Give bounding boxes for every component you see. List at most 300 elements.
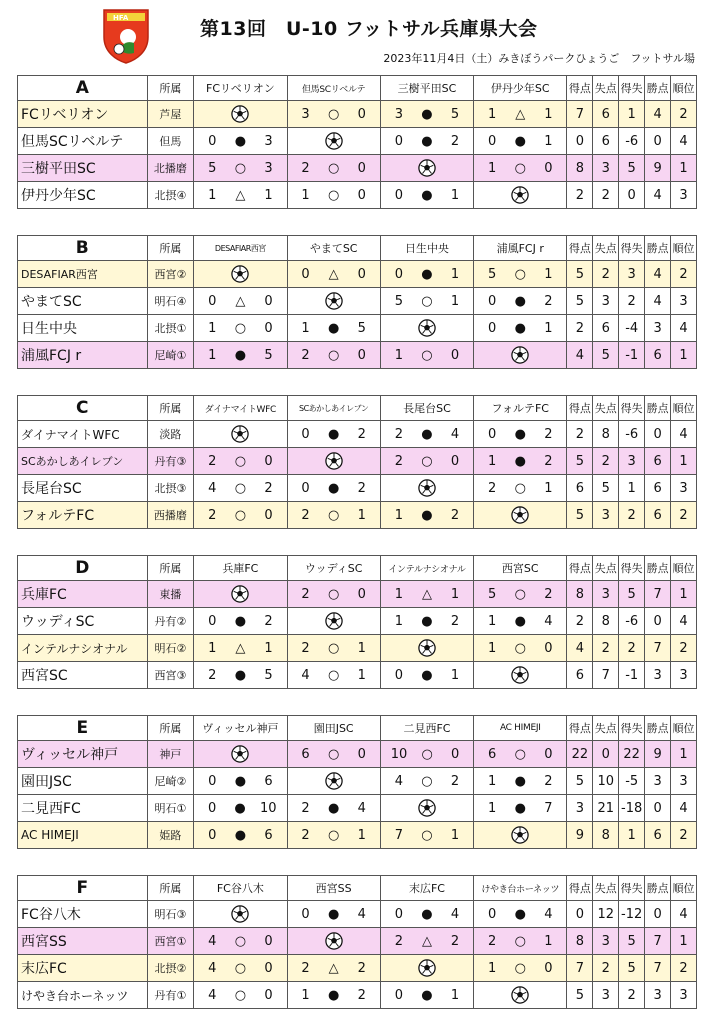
team-name: やまてSC <box>18 288 148 315</box>
match-score <box>474 454 566 469</box>
team-area: 姫路 <box>147 822 194 849</box>
team-points: 4 <box>645 261 671 288</box>
team-points-for: 7 <box>567 101 593 128</box>
team-points-against: 2 <box>593 261 619 288</box>
team-rank: 2 <box>671 955 697 982</box>
page-header <box>0 0 709 72</box>
team-area: 芦屋 <box>147 101 194 128</box>
match-score <box>288 641 380 656</box>
match-result-cell <box>287 955 380 982</box>
team-row <box>18 315 697 342</box>
match-result-cell <box>287 635 380 662</box>
goals-for: 6 <box>488 746 497 762</box>
match-result-cell <box>194 182 287 209</box>
team-area: 明石① <box>147 795 194 822</box>
team-points-against: 21 <box>593 795 619 822</box>
goals-against: 1 <box>450 667 460 683</box>
team-points-against: 3 <box>593 502 619 529</box>
match-score <box>288 907 380 922</box>
match-score <box>474 134 566 149</box>
match-score <box>474 747 566 762</box>
match-result-cell <box>380 261 473 288</box>
match-result-cell <box>287 261 380 288</box>
match-result-cell <box>474 608 567 635</box>
result-mark: ● <box>514 613 526 629</box>
match-score <box>474 641 566 656</box>
team-name: インテルナシオナル <box>18 635 148 662</box>
opponent-column-header: インテルナシオナル <box>380 556 473 581</box>
team-rank: 2 <box>671 822 697 849</box>
team-area: 西播磨 <box>147 502 194 529</box>
stat-header-points: 勝点 <box>645 716 671 741</box>
goals-for: 0 <box>488 133 497 149</box>
team-points-against: 2 <box>593 448 619 475</box>
self-match-cell <box>194 101 287 128</box>
result-mark: ○ <box>421 746 433 762</box>
result-mark: ● <box>327 800 340 816</box>
result-mark: ● <box>327 906 340 922</box>
match-score <box>194 161 286 176</box>
team-points-for: 0 <box>567 128 593 155</box>
team-goal-diff: 2 <box>619 635 645 662</box>
team-points-for: 5 <box>567 768 593 795</box>
goals-against: 5 <box>264 347 273 363</box>
team-goal-diff: -6 <box>619 128 645 155</box>
team-row <box>18 928 697 955</box>
team-rank: 1 <box>671 741 697 768</box>
soccer-ball-icon <box>231 105 249 123</box>
goals-for: 0 <box>394 906 403 922</box>
stat-header-points-against: 失点 <box>593 236 619 261</box>
goals-for: 2 <box>301 507 310 523</box>
soccer-ball-icon <box>325 772 343 790</box>
team-row <box>18 768 697 795</box>
match-score <box>288 508 380 523</box>
group-letter: B <box>18 236 148 261</box>
match-score <box>474 907 566 922</box>
match-result-cell <box>474 795 567 822</box>
team-row <box>18 581 697 608</box>
goals-for: 0 <box>394 987 403 1003</box>
match-score <box>381 668 473 683</box>
goals-for: 0 <box>394 187 403 203</box>
match-result-cell <box>287 475 380 502</box>
team-name: 兵庫FC <box>18 581 148 608</box>
team-points-against: 10 <box>593 768 619 795</box>
team-rank: 4 <box>671 901 697 928</box>
result-mark: ○ <box>421 347 433 363</box>
goals-against: 1 <box>544 480 553 496</box>
match-score <box>194 321 286 336</box>
result-mark: ● <box>421 906 433 922</box>
team-rank: 3 <box>671 662 697 689</box>
goals-against: 4 <box>450 426 460 442</box>
soccer-ball-icon <box>231 745 249 763</box>
stat-header-goal-diff: 得失 <box>619 76 645 101</box>
match-result-cell <box>194 982 287 1009</box>
match-score <box>194 188 286 203</box>
group-letter: C <box>18 396 148 421</box>
team-name: 二見西FC <box>18 795 148 822</box>
soccer-ball-icon <box>325 132 343 150</box>
goals-against: 10 <box>259 800 277 816</box>
opponent-column-header: フォルテFC <box>474 396 567 421</box>
soccer-ball-icon <box>418 639 436 657</box>
team-goal-diff: -1 <box>619 342 645 369</box>
goals-against: 0 <box>544 160 553 176</box>
result-mark: ● <box>421 106 433 122</box>
team-area: 明石④ <box>147 288 194 315</box>
match-result-cell <box>380 502 473 529</box>
self-match-cell <box>380 155 473 182</box>
match-score <box>194 481 286 496</box>
match-result-cell <box>474 448 567 475</box>
match-score <box>381 907 473 922</box>
team-points-for: 8 <box>567 155 593 182</box>
goals-for: 1 <box>488 640 497 656</box>
team-points: 4 <box>645 101 671 128</box>
self-match-cell <box>474 342 567 369</box>
team-points-for: 2 <box>567 421 593 448</box>
team-area: 淡路 <box>147 421 194 448</box>
opponent-column-header: ヴィッセル神戸 <box>194 716 287 741</box>
self-match-cell <box>380 315 473 342</box>
goals-against: 2 <box>357 480 366 496</box>
group-table-f <box>17 875 697 1009</box>
team-area: 丹有② <box>147 608 194 635</box>
result-mark: ○ <box>327 827 340 843</box>
group-header-row <box>18 876 697 901</box>
team-rank: 4 <box>671 128 697 155</box>
goals-for: 1 <box>208 187 217 203</box>
result-mark: ● <box>514 453 526 469</box>
team-points-for: 2 <box>567 315 593 342</box>
match-result-cell <box>194 502 287 529</box>
team-name: DESAFIAR西宮 <box>18 261 148 288</box>
match-score <box>194 508 286 523</box>
team-name: フォルテFC <box>18 502 148 529</box>
result-mark: ● <box>514 906 526 922</box>
result-mark: ● <box>514 133 526 149</box>
goals-against: 1 <box>357 640 366 656</box>
team-goal-diff: 5 <box>619 581 645 608</box>
goals-for: 2 <box>394 426 403 442</box>
match-result-cell <box>380 288 473 315</box>
team-points: 6 <box>645 502 671 529</box>
goals-for: 2 <box>208 453 217 469</box>
goals-against: 4 <box>544 613 553 629</box>
team-rank: 3 <box>671 288 697 315</box>
result-mark: ● <box>421 426 433 442</box>
soccer-ball-icon <box>325 612 343 630</box>
goals-against: 5 <box>264 667 273 683</box>
result-mark: ● <box>514 773 526 789</box>
team-points-for: 4 <box>567 342 593 369</box>
goals-against: 0 <box>264 293 273 309</box>
match-score <box>381 934 473 949</box>
team-points: 3 <box>645 315 671 342</box>
opponent-column-header: 伊丹少年SC <box>474 76 567 101</box>
team-row <box>18 822 697 849</box>
team-rank: 2 <box>671 261 697 288</box>
match-score <box>381 828 473 843</box>
goals-for: 0 <box>208 773 217 789</box>
team-area: 尼崎① <box>147 342 194 369</box>
team-goal-diff: 2 <box>619 502 645 529</box>
team-points-for: 3 <box>567 795 593 822</box>
team-goal-diff: -6 <box>619 608 645 635</box>
result-mark: △ <box>328 266 339 282</box>
soccer-ball-icon <box>418 959 436 977</box>
team-rank: 1 <box>671 155 697 182</box>
match-score <box>194 641 286 656</box>
match-score <box>288 427 380 442</box>
goals-for: 4 <box>394 773 403 789</box>
goals-against: 2 <box>544 293 553 309</box>
result-mark: ○ <box>514 933 526 949</box>
team-points: 4 <box>645 288 671 315</box>
result-mark: ● <box>421 187 433 203</box>
team-area: 北摂③ <box>147 475 194 502</box>
team-name: SCあかしあイレブン <box>18 448 148 475</box>
result-mark: ● <box>514 320 526 336</box>
result-mark: ○ <box>421 453 433 469</box>
goals-for: 2 <box>301 160 310 176</box>
self-match-cell <box>194 421 287 448</box>
stat-header-points-for: 得点 <box>567 396 593 421</box>
team-rank: 4 <box>671 421 697 448</box>
team-goal-diff: 3 <box>619 448 645 475</box>
match-score <box>288 587 380 602</box>
result-mark: ○ <box>514 160 526 176</box>
team-row <box>18 475 697 502</box>
match-result-cell <box>287 795 380 822</box>
opponent-column-header: 二見西FC <box>380 716 473 741</box>
goals-for: 4 <box>208 480 217 496</box>
goals-for: 1 <box>488 160 497 176</box>
team-row <box>18 342 697 369</box>
soccer-ball-icon <box>418 159 436 177</box>
team-points-for: 2 <box>567 182 593 209</box>
team-points-for: 8 <box>567 581 593 608</box>
goals-against: 7 <box>544 800 553 816</box>
opponent-column-header: SCあかしあイレブン <box>287 396 380 421</box>
match-result-cell <box>474 635 567 662</box>
result-mark: ○ <box>327 640 340 656</box>
goals-for: 3 <box>301 106 310 122</box>
match-result-cell <box>474 421 567 448</box>
team-points: 9 <box>645 741 671 768</box>
result-mark: ○ <box>234 320 247 336</box>
result-mark: ● <box>514 293 526 309</box>
match-result-cell <box>287 901 380 928</box>
stat-header-points-against: 失点 <box>593 716 619 741</box>
match-score <box>381 134 473 149</box>
match-result-cell <box>287 342 380 369</box>
goals-against: 2 <box>544 586 553 602</box>
result-mark: △ <box>235 293 246 309</box>
match-result-cell <box>380 901 473 928</box>
team-goal-diff: -5 <box>619 768 645 795</box>
team-points: 0 <box>645 608 671 635</box>
stat-header-points: 勝点 <box>645 396 671 421</box>
team-area: 尼崎② <box>147 768 194 795</box>
group-header-row <box>18 396 697 421</box>
goals-for: 5 <box>208 160 217 176</box>
team-area: 西宮② <box>147 261 194 288</box>
result-mark: ○ <box>514 746 526 762</box>
match-result-cell <box>380 608 473 635</box>
goals-against: 2 <box>450 613 460 629</box>
opponent-column-header: 浦風FCJ r <box>474 236 567 261</box>
area-column-header: 所属 <box>147 76 194 101</box>
team-goal-diff: 3 <box>619 261 645 288</box>
team-points-against: 0 <box>593 741 619 768</box>
goals-against: 1 <box>264 640 273 656</box>
team-points-against: 6 <box>593 315 619 342</box>
match-score <box>474 934 566 949</box>
team-goal-diff: 1 <box>619 101 645 128</box>
match-score <box>288 961 380 976</box>
area-column-header: 所属 <box>147 556 194 581</box>
match-score <box>194 828 286 843</box>
team-points-for: 6 <box>567 475 593 502</box>
match-result-cell <box>287 502 380 529</box>
match-score <box>381 614 473 629</box>
opponent-column-header: ウッディSC <box>287 556 380 581</box>
team-goal-diff: 5 <box>619 155 645 182</box>
self-match-cell <box>287 128 380 155</box>
team-row <box>18 421 697 448</box>
match-result-cell <box>474 768 567 795</box>
team-goal-diff: -6 <box>619 421 645 448</box>
goals-against: 0 <box>544 746 553 762</box>
goals-against: 0 <box>264 453 273 469</box>
stat-header-rank: 順位 <box>671 396 697 421</box>
soccer-ball-icon <box>325 292 343 310</box>
goals-against: 1 <box>450 827 460 843</box>
goals-against: 0 <box>357 160 366 176</box>
group-letter: F <box>18 876 148 901</box>
result-mark: △ <box>421 933 432 949</box>
soccer-ball-icon <box>231 265 249 283</box>
stat-header-points: 勝点 <box>645 236 671 261</box>
team-points-against: 6 <box>593 128 619 155</box>
goals-against: 0 <box>450 746 460 762</box>
team-area: 丹有③ <box>147 448 194 475</box>
team-points-against: 6 <box>593 101 619 128</box>
match-score <box>474 587 566 602</box>
team-name: けやき台ホーネッツ <box>18 982 148 1009</box>
area-column-header: 所属 <box>147 396 194 421</box>
self-match-cell <box>194 261 287 288</box>
team-row <box>18 795 697 822</box>
goals-against: 5 <box>357 320 366 336</box>
team-points: 7 <box>645 955 671 982</box>
team-points-against: 3 <box>593 288 619 315</box>
match-result-cell <box>474 128 567 155</box>
match-score <box>381 427 473 442</box>
team-rank: 2 <box>671 101 697 128</box>
goals-against: 4 <box>357 906 366 922</box>
match-result-cell <box>380 101 473 128</box>
goals-against: 0 <box>264 507 273 523</box>
team-points-for: 5 <box>567 288 593 315</box>
team-points: 4 <box>645 182 671 209</box>
team-goal-diff: 5 <box>619 955 645 982</box>
team-points: 3 <box>645 768 671 795</box>
team-points: 0 <box>645 421 671 448</box>
match-result-cell <box>287 421 380 448</box>
team-points-against: 5 <box>593 475 619 502</box>
result-mark: ○ <box>514 586 526 602</box>
soccer-ball-icon <box>511 986 529 1004</box>
goals-for: 0 <box>301 480 310 496</box>
stat-header-points-for: 得点 <box>567 876 593 901</box>
match-score <box>288 828 380 843</box>
opponent-column-header: 日生中央 <box>380 236 473 261</box>
team-area: 明石② <box>147 635 194 662</box>
team-points-against: 8 <box>593 822 619 849</box>
goals-for: 1 <box>488 106 497 122</box>
result-mark: ○ <box>234 960 247 976</box>
team-points-against: 3 <box>593 581 619 608</box>
soccer-ball-icon <box>325 932 343 950</box>
team-area: 西宮③ <box>147 662 194 689</box>
goals-for: 1 <box>208 320 217 336</box>
goals-against: 1 <box>544 266 553 282</box>
group-table-e <box>17 715 697 849</box>
goals-for: 0 <box>208 800 217 816</box>
goals-against: 1 <box>450 586 460 602</box>
goals-against: 0 <box>357 586 366 602</box>
team-rank: 3 <box>671 182 697 209</box>
match-score <box>288 161 380 176</box>
team-points: 0 <box>645 795 671 822</box>
team-name: ヴィッセル神戸 <box>18 741 148 768</box>
goals-for: 7 <box>394 827 403 843</box>
result-mark: ● <box>327 320 340 336</box>
stat-header-points-for: 得点 <box>567 76 593 101</box>
goals-for: 2 <box>301 640 310 656</box>
result-mark: ● <box>234 800 246 816</box>
team-area: 北播磨 <box>147 155 194 182</box>
self-match-cell <box>380 955 473 982</box>
match-result-cell <box>194 608 287 635</box>
match-result-cell <box>287 662 380 689</box>
goals-against: 1 <box>357 667 366 683</box>
team-points-for: 5 <box>567 261 593 288</box>
self-match-cell <box>380 795 473 822</box>
goals-against: 3 <box>264 160 273 176</box>
goals-for: 1 <box>301 987 310 1003</box>
team-row <box>18 261 697 288</box>
stat-header-points-against: 失点 <box>593 396 619 421</box>
match-score <box>474 614 566 629</box>
match-score <box>288 321 380 336</box>
goals-against: 0 <box>264 987 273 1003</box>
self-match-cell <box>287 768 380 795</box>
stat-header-points-against: 失点 <box>593 876 619 901</box>
team-goal-diff: -4 <box>619 315 645 342</box>
match-result-cell <box>287 155 380 182</box>
match-result-cell <box>194 475 287 502</box>
opponent-column-header: 園田JSC <box>287 716 380 741</box>
opponent-column-header: 但馬SCリベルテ <box>287 76 380 101</box>
result-mark: ● <box>421 667 433 683</box>
match-score <box>194 774 286 789</box>
match-score <box>474 161 566 176</box>
